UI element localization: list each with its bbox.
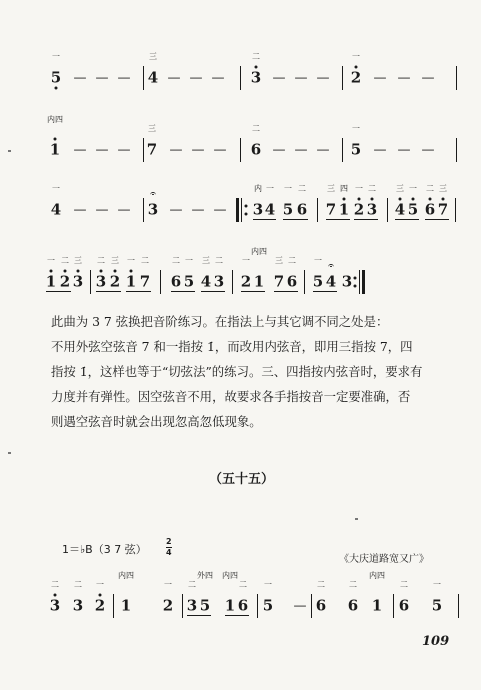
note: 6: [250, 140, 262, 159]
note: 4: [264, 200, 276, 219]
note: 1: [49, 140, 61, 159]
bar-line: [317, 198, 318, 222]
note: 2: [109, 272, 121, 291]
fingering-mark: 三: [327, 184, 335, 193]
note: 5: [431, 596, 443, 615]
paragraph-line: 力度并有弹性。因空弦音不用，故要求各手指按音一定要准确，否: [51, 389, 411, 404]
fingering-mark: 一: [127, 256, 135, 265]
dash: —: [117, 70, 131, 86]
octave-dot-above: [64, 270, 67, 273]
fingering-mark: 一: [433, 580, 441, 589]
note: 4: [147, 68, 159, 87]
bar-line: [456, 138, 457, 162]
time-signature-bottom: 4: [166, 548, 172, 557]
bar-line: [182, 594, 183, 618]
octave-dot-above: [355, 66, 358, 69]
bar-line: [458, 594, 459, 618]
octave-dot-above: [54, 594, 57, 597]
octave-dot-above: [358, 198, 361, 201]
fingering-mark: 三: [202, 256, 210, 265]
fingering-mark: 一: [314, 256, 322, 265]
dash: —: [421, 70, 435, 86]
repeat-bar-thick: [362, 270, 365, 294]
dash: —: [316, 142, 330, 158]
note: 2: [240, 272, 252, 291]
note: 4: [325, 272, 337, 291]
note: 7: [325, 200, 337, 219]
note: 1: [371, 596, 383, 615]
fingering-mark: 内四: [47, 115, 63, 124]
octave-dot-above: [100, 270, 103, 273]
dash: —: [169, 202, 183, 218]
bar-line: [456, 66, 457, 90]
fingering-mark: 内四: [222, 571, 238, 580]
fingering-mark: 一: [242, 256, 250, 265]
octave-dot-above: [371, 198, 374, 201]
fingering-mark: 三: [149, 52, 157, 61]
beam-underline: [253, 219, 276, 220]
dash: —: [272, 70, 286, 86]
explanation-paragraph: [51, 309, 466, 434]
fingering-mark: 二: [61, 256, 69, 265]
dash: —: [73, 70, 87, 86]
margin-mark: [8, 150, 11, 152]
note: 3: [186, 596, 198, 615]
fermata: [150, 192, 156, 196]
fingering-mark: 二: [252, 52, 260, 61]
fingering-mark: 一: [52, 52, 60, 61]
section-title: （五十五）: [209, 472, 275, 487]
bar-line: [311, 594, 312, 618]
beam-underline: [425, 219, 449, 220]
note: 1: [338, 200, 350, 219]
fingering-mark: 外四: [197, 571, 213, 580]
bar-line: [455, 198, 456, 222]
fingering-mark: 二: [349, 580, 357, 589]
fingering-mark: 二: [252, 124, 260, 133]
margin-mark: [8, 452, 11, 454]
note: 5: [282, 200, 294, 219]
beam-underline: [96, 291, 121, 292]
bar-line: [387, 198, 388, 222]
bar-line: [257, 594, 258, 618]
fingering-mark: 一: [355, 184, 363, 193]
note: 3: [341, 272, 353, 291]
bar-line: [304, 270, 305, 294]
fingering-mark: 二: [172, 256, 180, 265]
bar-line: [160, 270, 161, 294]
fingering-mark: 二: [298, 184, 306, 193]
beam-underline: [171, 291, 195, 292]
dash: —: [191, 202, 205, 218]
fingering-mark: 二: [288, 256, 296, 265]
fingering-mark: 二: [368, 184, 376, 193]
fingering-mark: 一: [352, 124, 360, 133]
note: 6: [237, 596, 249, 615]
octave-dot-above: [429, 198, 432, 201]
note: 6: [347, 596, 359, 615]
note: 5: [199, 596, 211, 615]
note: 5: [350, 140, 362, 159]
dash: —: [117, 202, 131, 218]
octave-dot-above: [399, 198, 402, 201]
bar-line: [240, 66, 241, 90]
fingering-mark: 一: [96, 580, 104, 589]
dash: —: [191, 142, 205, 158]
note: 6: [315, 596, 327, 615]
note: 4: [394, 200, 406, 219]
fingering-mark: 内四: [118, 571, 134, 580]
page-number: 109: [422, 634, 450, 649]
fingering-mark: 三: [396, 184, 404, 193]
dash: —: [294, 142, 308, 158]
note: 2: [59, 272, 71, 291]
octave-dot-above: [412, 198, 415, 201]
octave-dot-above: [99, 594, 102, 597]
note: 4: [50, 200, 62, 219]
fingering-mark: 内四: [251, 247, 267, 256]
key-signature: 1＝♭B（3 7 弦）: [62, 543, 147, 556]
note: 3: [72, 272, 84, 291]
note: 6: [286, 272, 298, 291]
dash: —: [73, 202, 87, 218]
fermata: [328, 264, 334, 268]
dash: —: [73, 142, 87, 158]
source-note: 《大庆道路宽又广》: [339, 554, 429, 565]
bar-line: [113, 594, 114, 618]
fingering-mark: 二: [215, 256, 223, 265]
beam-underline: [274, 291, 298, 292]
dash: —: [272, 142, 286, 158]
paragraph-line: 指按 1̇，这样也等于“切弦法”的练习。三、四指按内弦音时，要求有: [51, 364, 423, 379]
beam-underline: [395, 219, 419, 220]
repeat-bar-thin: [359, 270, 360, 294]
bar-line: [143, 66, 144, 90]
octave-dot-above: [442, 198, 445, 201]
note: 2: [353, 200, 365, 219]
note: 3: [366, 200, 378, 219]
fingering-mark: 二: [51, 580, 59, 589]
dash: —: [169, 142, 183, 158]
bar-line: [90, 270, 91, 294]
note: 7: [437, 200, 449, 219]
dash: —: [421, 142, 435, 158]
dash: —: [293, 598, 307, 614]
fingering-mark: 二: [239, 580, 247, 589]
note: 3: [95, 272, 107, 291]
note: 2: [162, 596, 174, 615]
bar-line: [232, 270, 233, 294]
fingering-mark: 一: [284, 184, 292, 193]
note: 6: [170, 272, 182, 291]
note: 6: [296, 200, 308, 219]
fingering-mark: 二: [317, 580, 325, 589]
note: 5: [50, 68, 62, 87]
beam-underline: [126, 291, 151, 292]
dash: —: [373, 70, 387, 86]
beam-underline: [313, 291, 337, 292]
octave-dot-below: [55, 87, 58, 90]
note: 1: [125, 272, 137, 291]
note: 6: [398, 596, 410, 615]
fingering-mark: 三: [148, 124, 156, 133]
fingering-mark: 四: [340, 184, 348, 193]
fingering-mark: 二: [400, 580, 408, 589]
note: 7: [273, 272, 285, 291]
fingering-mark: 二: [188, 580, 196, 589]
note: 3: [252, 200, 264, 219]
fingering-mark: 二: [74, 580, 82, 589]
fingering-mark: 一: [164, 580, 172, 589]
note: 1: [253, 272, 265, 291]
repeat-dot: [354, 285, 357, 288]
fingering-mark: 一: [52, 184, 60, 193]
paragraph-line: 则遇空弦音时就会出现忽高忽低现象。: [51, 414, 262, 429]
fingering-mark: 一: [185, 256, 193, 265]
dash: —: [316, 70, 330, 86]
dash: —: [213, 202, 227, 218]
fingering-mark: 一: [264, 580, 272, 589]
note: 2: [94, 596, 106, 615]
beam-underline: [354, 219, 378, 220]
bar-line: [342, 66, 343, 90]
note: 1: [224, 596, 236, 615]
time-signature-top: 2: [166, 537, 172, 546]
note: 5: [312, 272, 324, 291]
repeat-dot: [245, 205, 248, 208]
fingering-mark: 二: [97, 256, 105, 265]
note: 1: [120, 596, 132, 615]
dash: —: [117, 142, 131, 158]
octave-dot-above: [130, 270, 133, 273]
note: 3: [49, 596, 61, 615]
fingering-mark: 二: [141, 256, 149, 265]
dash: —: [95, 202, 109, 218]
time-signature: [166, 538, 172, 557]
note: 3: [147, 200, 159, 219]
beam-underline: [46, 291, 71, 292]
beam-underline: [241, 291, 265, 292]
note: 5: [262, 596, 274, 615]
fingering-mark: 一: [47, 256, 55, 265]
note: 3: [213, 272, 225, 291]
dash: —: [211, 70, 225, 86]
beam-underline: [326, 219, 350, 220]
note: 3: [250, 68, 262, 87]
note: 4: [200, 272, 212, 291]
dash: —: [294, 70, 308, 86]
note: 2: [350, 68, 362, 87]
fingering-mark: 一: [266, 184, 274, 193]
octave-dot-above: [50, 270, 53, 273]
beam-underline: [283, 219, 308, 220]
note: 5: [183, 272, 195, 291]
repeat-bar-thin: [241, 198, 242, 222]
repeat-dot: [354, 277, 357, 280]
note: 1: [45, 272, 57, 291]
octave-dot-above: [54, 138, 57, 141]
note: 7: [139, 272, 151, 291]
paragraph-line: 不用外弦空弦音 7 和一指按 1̇，而改用内弦音，即用三指按 7，四: [51, 339, 413, 354]
beam-underline: [187, 615, 211, 616]
dash: —: [167, 70, 181, 86]
dash: —: [95, 142, 109, 158]
note: 6: [424, 200, 436, 219]
bar-line: [143, 138, 144, 162]
dash: —: [397, 142, 411, 158]
octave-dot-above: [343, 198, 346, 201]
beam-underline: [225, 615, 249, 616]
fingering-mark: 一: [352, 52, 360, 61]
fingering-mark: 二: [426, 184, 434, 193]
beam-underline: [201, 291, 225, 292]
fingering-mark: 三: [74, 256, 82, 265]
dash: —: [95, 70, 109, 86]
note: 5: [407, 200, 419, 219]
bar-line: [393, 594, 394, 618]
fingering-mark: 一: [409, 184, 417, 193]
repeat-dot: [245, 213, 248, 216]
dash: —: [397, 70, 411, 86]
paragraph-line: 此曲为 3 7 弦换把音阶练习。在指法上与其它调不同之处是：: [51, 314, 389, 329]
repeat-bar-thick: [236, 198, 239, 222]
dash: —: [213, 142, 227, 158]
fingering-mark: 内: [254, 184, 262, 193]
bar-line: [240, 138, 241, 162]
octave-dot-above: [77, 270, 80, 273]
note: 3: [72, 596, 84, 615]
bar-line: [143, 198, 144, 222]
fingering-mark: 内四: [369, 571, 385, 580]
octave-dot-above: [255, 66, 258, 69]
octave-dot-above: [114, 270, 117, 273]
dash: —: [189, 70, 203, 86]
margin-mark: [355, 518, 358, 520]
note: 7: [146, 140, 158, 159]
fingering-mark: 三: [275, 256, 283, 265]
dash: —: [373, 142, 387, 158]
fingering-mark: 三: [439, 184, 447, 193]
fingering-mark: 三: [111, 256, 119, 265]
bar-line: [342, 138, 343, 162]
